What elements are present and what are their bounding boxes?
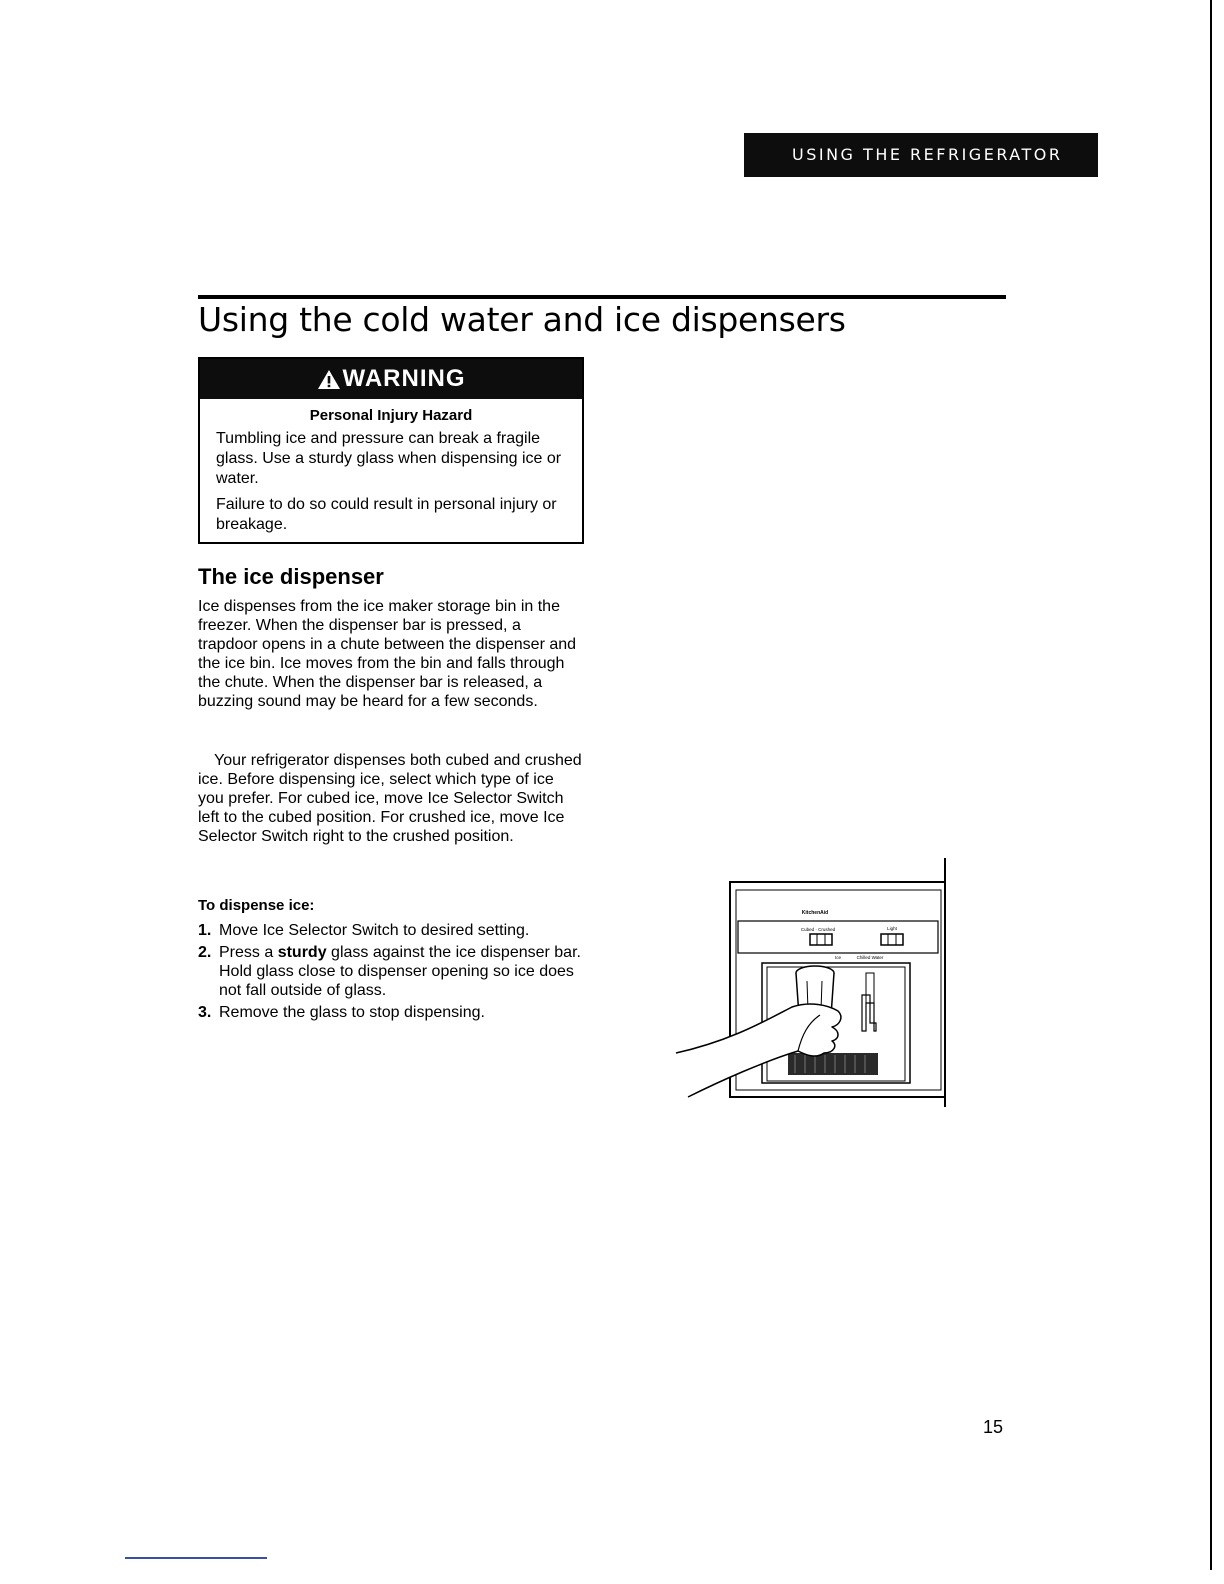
warning-text-2: Failure to do so could result in personal injury or breakage. (216, 496, 557, 533)
step-text: Remove the glass to stop dispensing. (219, 1004, 485, 1021)
step-text-post: glass against the ice dispenser bar. Hold glass close to dispenser opening so ice does not fall outside of glass. (219, 944, 581, 999)
page-title: Using the cold water and ice dispensers (198, 300, 846, 339)
steps-list (198, 921, 582, 1025)
step-number: 1. (198, 922, 212, 939)
step-text: Move Ice Selector Switch to desired setting. (219, 922, 530, 939)
light-label: Light (887, 926, 897, 931)
warning-subtitle: Personal Injury Hazard (309, 407, 473, 424)
warning-text-1: Tumbling ice and pressure can break a fragile glass. Use a sturdy glass when dispensing ice or water. (216, 430, 562, 487)
step-item (198, 921, 582, 940)
step-item (198, 943, 582, 1000)
ice-selector-switch (810, 934, 832, 945)
ice-label: Ice (834, 955, 842, 960)
chilled-water-label: Chilled Water (856, 955, 884, 960)
section-heading: The ice dispenser (198, 564, 384, 589)
warning-label: WARNING (342, 365, 466, 392)
warning-header (200, 359, 582, 399)
step-text-pre: Press a (219, 944, 278, 961)
light-switch (881, 934, 903, 945)
step-item (198, 1003, 582, 1022)
step-number: 3. (198, 1004, 212, 1021)
dispenser-illustration (670, 855, 955, 1110)
brand-label: KitchenAid (801, 910, 829, 916)
step-number: 2. (198, 944, 212, 961)
steps-heading: To dispense ice: (198, 897, 315, 914)
paragraph-1: Ice dispenses from the ice maker storage bin in the freezer. When the dispenser bar is pressed, a trapdoor opens in a chute between the dispenser and the ice bin. Ice moves from the bin and falls through the chute. When the dispenser bar is released, a buzzing sound may be heard for a few seconds. (198, 598, 577, 710)
bottom-edge-mark (125, 1557, 267, 1559)
step-text-bold: sturdy (277, 944, 327, 961)
warning-triangle-icon (317, 369, 341, 390)
paragraph-2: Your refrigerator dispenses both cubed and crushed ice. Before dispensing ice, select which type of ice you prefer. For cubed ice, move Ice Selector Switch left to the cubed position. For crushed ice, move Ice Selector Switch right to the crushed position. (198, 752, 582, 845)
section-tab: USING THE REFRIGERATOR (744, 133, 1098, 177)
selector-label: Cubed · Crushed (800, 927, 836, 932)
page-edge-line (1210, 0, 1212, 1570)
warning-box (198, 357, 584, 544)
title-rule (198, 295, 1006, 299)
page-number: 15 (983, 1417, 1004, 1437)
